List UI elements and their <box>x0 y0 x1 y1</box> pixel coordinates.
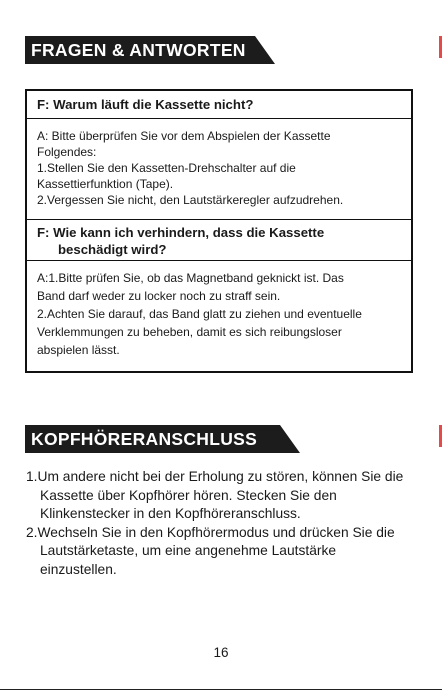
section-title-faq: FRAGEN & ANTWORTEN <box>31 40 246 60</box>
list-item-2-line: einzustellen. <box>40 561 117 577</box>
answer-2-line: Band darf weder zu locker noch zu straff sein. <box>37 289 281 303</box>
question-row-1 <box>27 91 411 119</box>
answer-1 <box>37 128 405 208</box>
answer-2-line: A:1.Bitte prüfen Sie, ob das Magnetband geknickt ist. Das <box>37 271 344 285</box>
answer-1-line: A: Bitte überprüfen Sie vor dem Abspielen der Kassette <box>37 129 331 143</box>
list-item-1-line: Kassette über Kopfhörer hören. Stecken Sie den <box>40 487 337 503</box>
answer-2-line: abspielen lässt. <box>37 343 120 357</box>
section-banner-faq <box>25 36 275 64</box>
answer-1-line: 1.Stellen Sie den Kassetten-Drehschalter auf die <box>37 161 296 175</box>
answer-1-line: 2.Vergessen Sie nicht, den Lautstärkeregler aufzudrehen. <box>37 193 344 207</box>
bottom-rule <box>0 689 442 690</box>
list-item-1-line: Klinkenstecker in den Kopfhöreranschluss. <box>40 506 301 521</box>
question-2-line: beschädigt wird? <box>58 242 167 257</box>
page-number: 16 <box>213 645 229 660</box>
answer-2-line: 2.Achten Sie darauf, das Band glatt zu ziehen und eventuelle <box>37 307 362 321</box>
answer-2 <box>37 269 405 359</box>
question-2 <box>37 224 403 258</box>
list-item-2-line: 2.Wechseln Sie in den Kopfhörermodus und drücken Sie die <box>26 524 395 540</box>
faq-box <box>25 89 413 373</box>
answer-2-line: Verklemmungen zu beheben, damit es sich reibungsloser <box>37 325 342 339</box>
list-item-2-line: Lautstärketaste, um eine angenehme Lautstärke <box>40 543 337 558</box>
question-1 <box>37 96 403 113</box>
answer-1-line: Kassettierfunktion (Tape). <box>37 177 174 191</box>
list-item-1-line: 1.Um andere nicht bei der Erholung zu stören, können Sie die <box>26 469 404 484</box>
headphone-instructions <box>26 468 426 579</box>
section-banner-headphone <box>25 425 300 453</box>
question-row-2 <box>27 219 411 261</box>
question-2-line: F: Wie kann ich verhindern, dass die Kassette <box>37 225 325 240</box>
question-1-line: F: Warum läuft die Kassette nicht? <box>37 97 254 112</box>
section-title-headphone: KOPFHÖRERANSCHLUSS <box>31 429 258 449</box>
answer-1-line: Folgendes: <box>37 145 97 159</box>
